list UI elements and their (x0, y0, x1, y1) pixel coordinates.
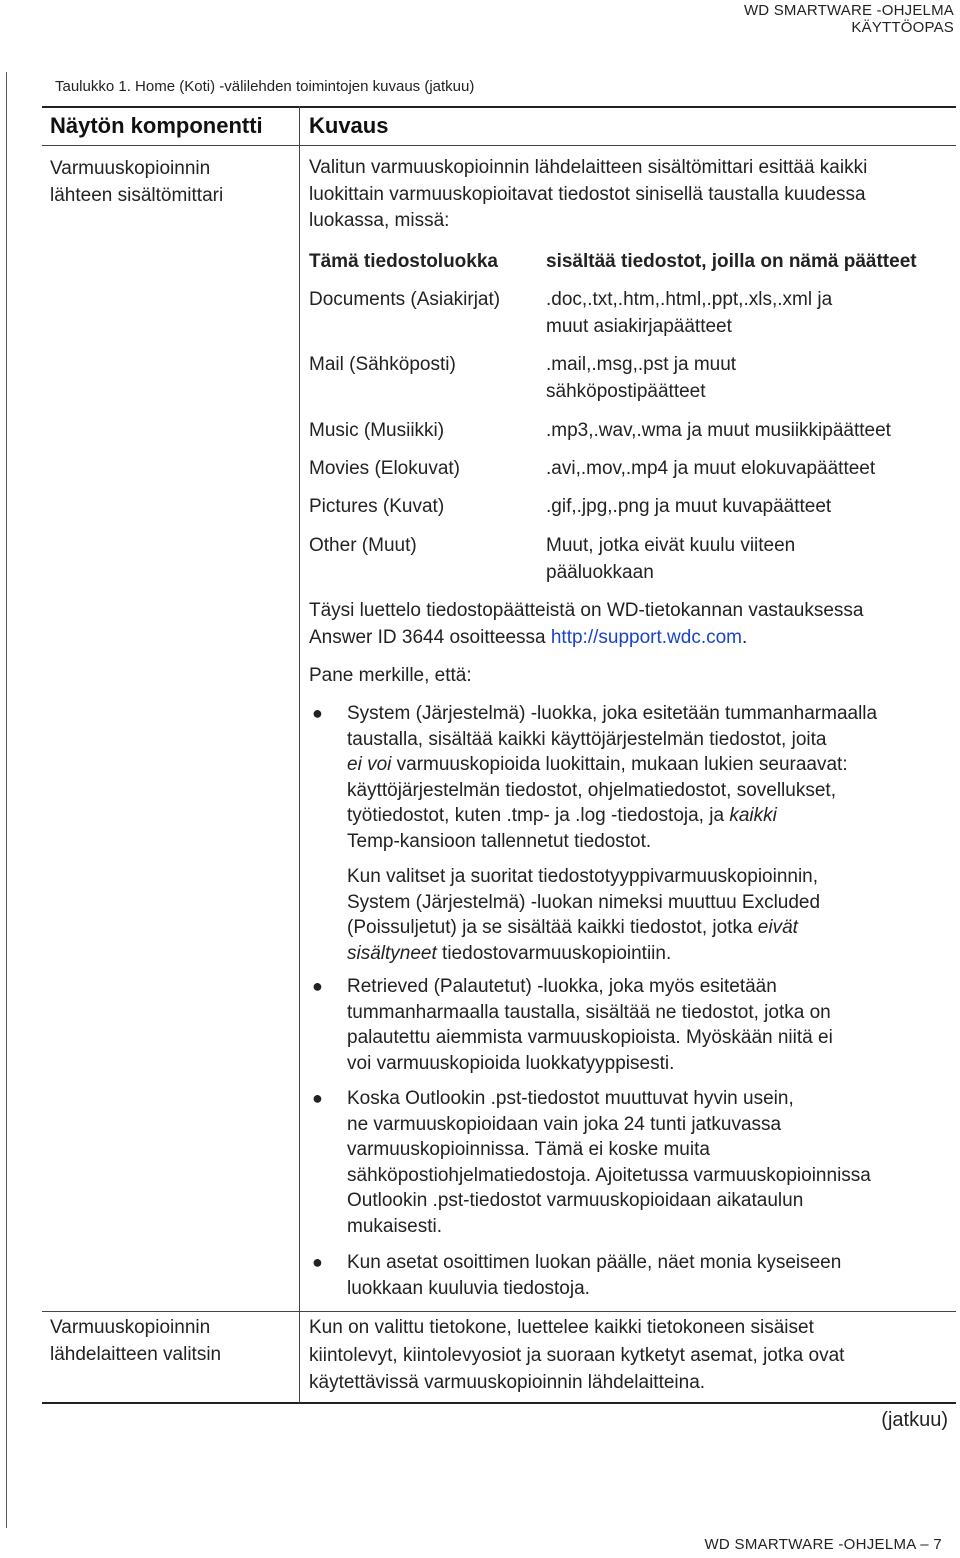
table-top-rule (42, 106, 956, 108)
intro-line1: Valitun varmuuskopioinnin lähdelaitteen sisältömittari esittää kaikki (309, 157, 868, 178)
filetype-category-pictures: Pictures (Kuvat) (309, 496, 445, 517)
full-list-line2 (309, 624, 863, 651)
bullet1-line4: käyttöjärjestelmän tiedostot, ohjelmatiedostot, sovellukset, (347, 779, 836, 801)
row2-desc-line3: käytettävissä varmuuskopioinnin lähdelaitteina. (309, 1372, 706, 1393)
bullet1-p2-line4 (347, 941, 820, 967)
table-column-divider-upper (299, 106, 300, 403)
filetype-ext-documents (546, 286, 832, 340)
bullet1-line6: Temp-kansioon tallennetut tiedostot. (347, 830, 652, 852)
full-list-paragraph (309, 597, 863, 651)
bullet1-emphasis-sisaltyneet: sisältyneet (347, 942, 437, 964)
bullet1-second-paragraph (347, 864, 820, 966)
bullet-dot-1: ● (312, 703, 323, 723)
intro-line3: luokassa, missä: (309, 210, 450, 231)
column-header-description: Kuvaus (309, 113, 389, 138)
bullet3-line1: Koska Outlookin .pst-tiedostot muuttuvat hyvin usein, (347, 1088, 794, 1109)
continued-note: (jatkuu) (881, 1409, 948, 1431)
filetype-ext-other (546, 532, 795, 586)
bullet3-paragraph (347, 1086, 871, 1239)
bullet3-line3: varmuuskopioinnissa. Tämä ei koske muita (347, 1139, 710, 1160)
row1-component (50, 155, 223, 209)
table-row-divider (42, 1311, 956, 1312)
bullet3-line2: ne varmuuskopioidaan vain joka 24 tunti jatkuvassa (347, 1113, 782, 1135)
running-header (744, 2, 954, 36)
table-bottom-rule (42, 1402, 956, 1404)
note-intro: Pane merkille, että: (309, 665, 472, 686)
filetype-category-music: Music (Musiikki) (309, 420, 445, 441)
filetype-ext-mail-line2: sähköpostipäätteet (546, 381, 706, 402)
bullet4-paragraph (347, 1250, 841, 1301)
full-list-line2-text: Answer ID 3644 osoitteessa (309, 627, 551, 648)
bullet1-p2-line4-rest: tiedostovarmuuskopiointiin. (436, 942, 672, 964)
row2-desc-line1: Kun on valittu tietokone, luettelee kaikki tietokoneen sisäiset (309, 1317, 814, 1338)
support-link[interactable]: http://support.wdc.com (550, 627, 743, 648)
bullet1-p2-line2: System (Järjestelmä) -luokan nimeksi muuttuu Excluded (347, 891, 821, 913)
row1-component-line1: Varmuuskopioinnin (50, 158, 211, 179)
bullet3-line4: sähköpostiohjelmatiedostoja. Ajoitetussa varmuuskopioinnissa (347, 1164, 871, 1186)
filetype-category-mail: Mail (Sähköposti) (309, 354, 456, 375)
filetype-ext-music: .mp3,.wav,.wma ja muut musiikkipäätteet (546, 420, 891, 441)
bullet1-line3-rest: varmuuskopioida luokittain, mukaan lukien seuraavat: (391, 754, 848, 775)
bullet1-p2-line1: Kun valitset ja suoritat tiedostotyyppivarmuuskopioinnin, (347, 866, 819, 887)
bullet2-line2: tummanharmaalla taustalla, sisältää ne tiedostot, jotka on (347, 1001, 831, 1023)
filetype-ext-documents-line2: muut asiakirjapäätteet (546, 316, 732, 337)
bullet2-line1: Retrieved (Palautetut) -luokka, joka myös esitetään (347, 976, 777, 997)
running-header-line1: WD SMARTWARE -OHJELMA (743, 2, 954, 19)
bullet1-line5 (347, 803, 877, 829)
filetype-ext-other-line1: Muut, jotka eivät kuulu viiteen (546, 535, 796, 556)
bullet3-line5: Outlookin .pst-tiedostot varmuuskopioidaan aikataulun (347, 1190, 804, 1211)
bullet1-line5-text: työtiedostot, kuten .tmp- ja .log -tiedostoja, ja (347, 805, 730, 826)
filetype-header-category: Tämä tiedostoluokka (309, 251, 498, 272)
bullet-dot-4: ● (312, 1252, 323, 1272)
bullet-dot-3: ● (312, 1088, 323, 1108)
bullet1-emphasis-eivat: eivät (757, 917, 798, 938)
bullet4-line1: Kun asetat osoittimen luokan päälle, näet monia kyseiseen (347, 1252, 842, 1273)
bullet1-line3 (347, 752, 877, 778)
bullet2-line4: voi varmuuskopioida luokkatyyppisesti. (347, 1052, 675, 1074)
left-margin-rule (6, 72, 7, 1528)
bullet-dot-2: ● (312, 976, 323, 996)
bullet1-emphasis-ei-voi: ei voi (347, 754, 392, 775)
row2-desc-line2: kiintolevyt, kiintolevyosiot ja suoraan kytketyt asemat, jotka ovat (309, 1344, 845, 1366)
bullet1-line1: System (Järjestelmä) -luokka, joka esitetään tummanharmaalla (347, 703, 878, 724)
bullet2-paragraph (347, 974, 833, 1076)
running-header-line2: KÄYTTÖOPAS (851, 19, 954, 36)
bullet1-line2: taustalla, sisältää kaikki käyttöjärjestelmän tiedostot, joita (347, 728, 827, 750)
filetype-category-movies: Movies (Elokuvat) (309, 458, 460, 479)
filetype-ext-mail-line1: .mail,.msg,.pst ja muut (546, 354, 737, 375)
row2-component (50, 1314, 221, 1368)
full-list-line1: Täysi luettelo tiedostopäätteistä on WD-tietokannan vastauksessa (309, 600, 864, 621)
bullet1-emphasis-kaikki: kaikki (729, 805, 777, 826)
filetype-ext-other-line2: pääluokkaan (546, 562, 654, 583)
bullet1-p2-line3 (347, 915, 820, 941)
row2-component-line1: Varmuuskopioinnin (50, 1317, 211, 1338)
bullet1-paragraph (347, 701, 877, 854)
page-footer: WD SMARTWARE -OHJELMA – 7 (704, 1536, 942, 1553)
bullet4-line2: luokkaan kuuluvia tiedostoja. (347, 1277, 590, 1299)
filetype-category-other: Other (Muut) (309, 535, 417, 556)
bullet1-p2-line3-text: (Poissuljetut) ja se sisältää kaikki tiedostot, jotka (347, 917, 758, 938)
filetype-ext-movies: .avi,.mov,.mp4 ja muut elokuvapäätteet (546, 458, 876, 479)
row1-component-line2: lähteen sisältömittari (50, 185, 224, 206)
filetype-category-documents: Documents (Asiakirjat) (309, 289, 501, 310)
row1-intro (309, 155, 867, 235)
intro-line2: luokittain varmuuskopioitavat tiedostot sinisellä taustalla kuudessa (309, 183, 866, 205)
table-caption: Taulukko 1. Home (Koti) -välilehden toimintojen kuvaus (jatkuu) (55, 78, 475, 95)
table-column-divider-lower (299, 403, 300, 1403)
full-list-line2-period: . (742, 627, 748, 648)
filetype-header-extensions: sisältää tiedostot, joilla on nämä päätteet (546, 251, 917, 272)
bullet3-line6: mukaisesti. (347, 1215, 443, 1237)
filetype-ext-mail (546, 351, 736, 405)
column-header-component: Näytön komponentti (50, 113, 263, 138)
filetype-ext-pictures: .gif,.jpg,.png ja muut kuvapäätteet (546, 496, 832, 517)
row2-component-line2: lähdelaitteen valitsin (50, 1344, 222, 1365)
filetype-ext-documents-line1: .doc,.txt,.htm,.html,.ppt,.xls,.xml ja (546, 289, 833, 310)
table-header-rule (42, 145, 956, 146)
bullet2-line3: palautettu aiemmista varmuuskopioista. Myöskään niitä ei (347, 1027, 833, 1048)
row2-description (309, 1314, 844, 1397)
